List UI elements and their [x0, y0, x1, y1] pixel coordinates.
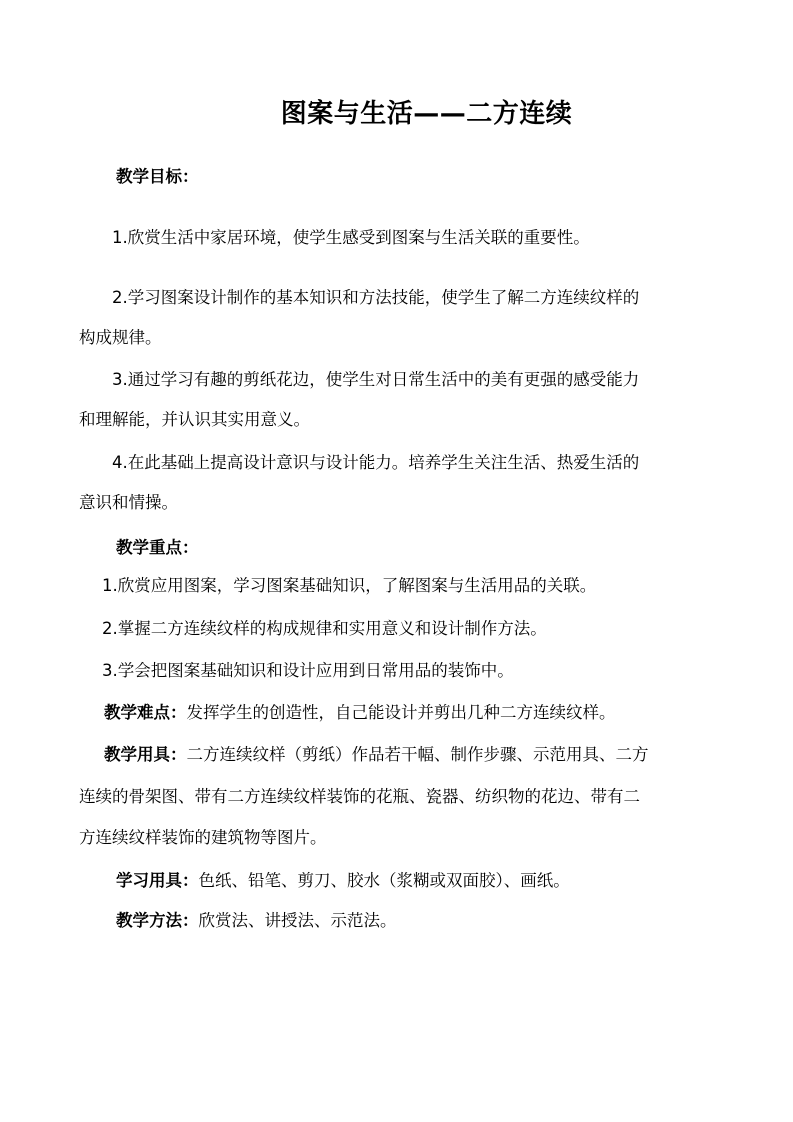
key-point-item-3: 3.学会把图案基础知识和设计应用到日常用品的装饰中。 [102, 661, 514, 680]
difficulty-text: 发挥学生的创造性，自己能设计并剪出几种二方连续纹样。 [186, 703, 616, 722]
objective-item-3-line-2: 和理解能，并认识其实用意义。 [79, 410, 310, 429]
learning-tools-label: 学习用具： [116, 871, 199, 890]
teaching-tools-line-3: 方连续纹样装饰的建筑物等图片。 [79, 828, 327, 847]
objectives-heading: 教学目标： [116, 167, 199, 186]
methods-text: 欣赏法、讲授法、示范法。 [198, 911, 397, 930]
difficulty-label: 教学难点： [104, 703, 187, 722]
key-point-item-1: 1.欣赏应用图案，学习图案基础知识，了解图案与生活用品的关联。 [102, 576, 597, 595]
objective-item-2-line-2: 构成规律。 [79, 328, 162, 347]
teaching-tools-line-1 [104, 744, 649, 766]
objective-item-1: 1.欣赏生活中家居环境，使学生感受到图案与生活关联的重要性。 [112, 228, 590, 247]
learning-tools-text: 色纸、铅笔、剪刀、胶水（浆糊或双面胶）、画纸。 [198, 871, 570, 890]
difficulty-paragraph [104, 702, 616, 724]
methods-paragraph [116, 910, 397, 932]
document-title: 图案与生活——二方连续 [280, 99, 573, 129]
objective-item-3-line-1: 3.通过学习有趣的剪纸花边，使学生对日常生活中的美有更强的感受能力 [112, 370, 640, 389]
objective-item-4-line-1: 4.在此基础上提高设计意识与设计能力。培养学生关注生活、热爱生活的 [112, 453, 640, 472]
teaching-tools-label: 教学用具： [104, 745, 187, 764]
learning-tools-paragraph [116, 870, 570, 892]
key-points-heading: 教学重点： [116, 538, 199, 557]
objective-item-4-line-2: 意识和情操。 [79, 493, 178, 512]
key-point-item-2: 2.掌握二方连续纹样的构成规律和实用意义和设计制作方法。 [102, 619, 547, 638]
methods-label: 教学方法： [116, 911, 199, 930]
teaching-tools-line-2: 连续的骨架图、带有二方连续纹样装饰的花瓶、瓷器、纺织物的花边、带有二 [79, 787, 640, 806]
teaching-tools-text-1: 二方连续纹样（剪纸）作品若干幅、制作步骤、示范用具、二方 [186, 745, 649, 764]
objective-item-2-line-1: 2.学习图案设计制作的基本知识和方法技能，使学生了解二方连续纹样的 [112, 288, 640, 307]
